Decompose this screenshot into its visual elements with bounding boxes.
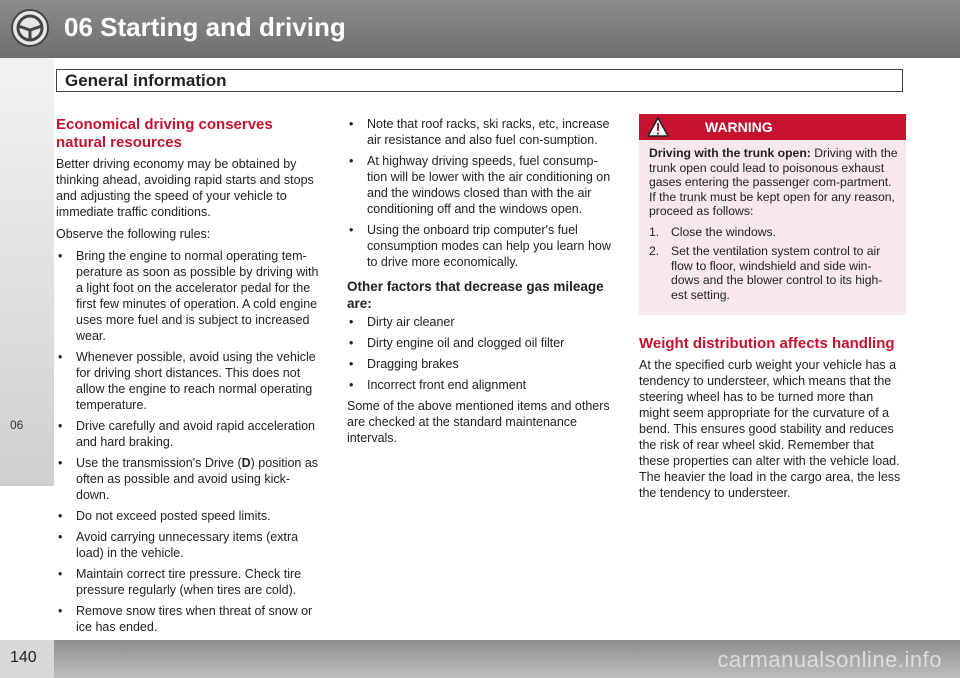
list-item	[347, 153, 617, 217]
bullet-icon: •	[58, 509, 63, 523]
rules-intro: Observe the following rules:	[56, 227, 211, 241]
list-item	[56, 603, 322, 635]
economical-driving-heading: Economical driving conserves natural resources	[56, 116, 273, 151]
chapter-title: 06 Starting and driving	[64, 12, 346, 42]
list-item-text: ) position as often as possible and avoid using kick-down.	[76, 456, 319, 502]
rules-list	[56, 248, 322, 635]
column-2	[347, 116, 617, 452]
list-item	[56, 349, 322, 413]
bullet-icon: •	[349, 357, 354, 371]
warning-steps	[649, 225, 898, 303]
intro-paragraph: Better driving economy may be obtained by thinking ahead, avoiding rapid starts and stops and adjusting the speed of your vehicle to immediate traffic conditions.	[56, 157, 314, 219]
bullet-icon: •	[58, 530, 63, 544]
step-text: Set the ventilation system control to air flow to floor, windshield and side win-dows and the blower control to its high-est setting.	[671, 244, 883, 302]
list-item	[56, 529, 322, 561]
warning-text	[649, 146, 898, 219]
list-item	[347, 356, 617, 372]
bullet-icon: •	[349, 378, 354, 392]
list-item	[347, 314, 617, 330]
bullet-icon: •	[349, 336, 354, 350]
list-item	[347, 377, 617, 393]
gas-mileage-subheading: Other factors that decrease gas mileage are:	[347, 279, 604, 311]
bullet-icon: •	[58, 567, 63, 581]
bullet-icon: •	[58, 419, 63, 433]
list-item	[56, 508, 322, 524]
weight-distribution-body: At the specified curb weight your vehicle has a tendency to understeer, which means that the steering wheel has to be turned more than might seem appropriate for the curvature of a bend. This ensures good stability and reduces the risk of rear wheel skid. Remember that these properties can alter with the vehicle load. The heavier the load in the cargo area, the less the tendency to understeer.	[639, 358, 901, 500]
warning-box	[639, 114, 906, 315]
closing-paragraph: Some of the above mentioned items and others are checked at the standard maintenance intervals.	[347, 399, 610, 445]
step-number: 2.	[649, 244, 660, 258]
side-tab-label: 06	[10, 418, 24, 432]
list-item-text: Dragging brakes	[367, 357, 459, 371]
list-item-text: At highway driving speeds, fuel consump-tion will be lower with the air conditioning on and the windows closed than with the air conditioning off and the windows open.	[367, 154, 611, 216]
bullet-icon: •	[349, 154, 354, 168]
step-item	[649, 225, 898, 240]
warning-triangle-icon	[647, 117, 669, 137]
bullet-icon: •	[58, 604, 63, 618]
list-item-text: Use the transmission's Drive (	[76, 456, 242, 470]
warning-body: Driving with the trunk open could lead to poisonous exhaust gases entering the passenger com-partment. If the trunk must be kept open for any reason, proceed as follows:	[649, 146, 898, 218]
list-item	[347, 222, 617, 270]
warning-title: WARNING	[705, 119, 773, 135]
factors-list	[347, 314, 617, 393]
list-item	[56, 566, 322, 598]
list-item-text: Dirty engine oil and clogged oil filter	[367, 336, 565, 350]
list-item-text: Avoid carrying unnecessary items (extra load) in the vehicle.	[76, 530, 299, 560]
section-title: General information	[65, 71, 227, 90]
warning-header	[639, 114, 906, 140]
bullet-icon: •	[349, 117, 354, 131]
list-item-text: Bring the engine to normal operating tem-perature as soon as possible by driving with a light foot on the accelerator pedal for the first few minutes of operation. A cold engine uses more fuel and is subject to increased wear.	[76, 249, 319, 343]
bullet-icon: •	[58, 249, 63, 263]
section-title-box	[56, 69, 903, 92]
list-item	[347, 116, 617, 148]
list-item-text: Remove snow tires when threat of snow or ice has ended.	[76, 604, 313, 634]
step-text: Close the windows.	[671, 224, 776, 239]
list-item-text: Do not exceed posted speed limits.	[76, 509, 271, 523]
list-item-text: Incorrect front end alignment	[367, 378, 527, 392]
step-item	[649, 244, 898, 302]
bullet-icon: •	[349, 223, 354, 237]
list-item	[56, 248, 322, 344]
column-1	[56, 112, 322, 640]
list-item-text: Drive carefully and avoid rapid acceleration and hard braking.	[76, 419, 316, 449]
steering-wheel-icon	[10, 8, 50, 48]
list-item-text: Note that roof racks, ski racks, etc, increase air resistance and also fuel con-sumption.	[367, 117, 610, 147]
header-bar	[0, 0, 960, 58]
list-item	[347, 335, 617, 351]
list-item	[56, 455, 322, 503]
list-item	[56, 418, 322, 450]
warning-lead: Driving with the trunk open:	[649, 146, 811, 160]
column-3	[639, 114, 906, 507]
chapter-side-tab	[0, 58, 54, 486]
weight-distribution-heading: Weight distribution affects handling	[639, 335, 895, 352]
bullet-icon: •	[349, 315, 354, 329]
page-number: 140	[10, 649, 37, 666]
fuel-tips-list	[347, 116, 617, 270]
bullet-icon: •	[58, 350, 63, 364]
drive-gear-label: D	[241, 456, 251, 470]
list-item-text: Dirty air cleaner	[367, 315, 455, 329]
list-item-text: Maintain correct tire pressure. Check tire pressure regularly (when tires are cold).	[76, 567, 302, 597]
watermark: carmanualsonline.info	[717, 647, 942, 672]
step-number: 1.	[649, 224, 660, 239]
list-item-text: Whenever possible, avoid using the vehicle for driving short distances. This does not allow the engine to reach normal operating temperature.	[76, 350, 316, 412]
bullet-icon: •	[58, 456, 63, 470]
list-item-text: Using the onboard trip computer's fuel consumption modes can help you learn how to drive more economically.	[367, 223, 611, 269]
